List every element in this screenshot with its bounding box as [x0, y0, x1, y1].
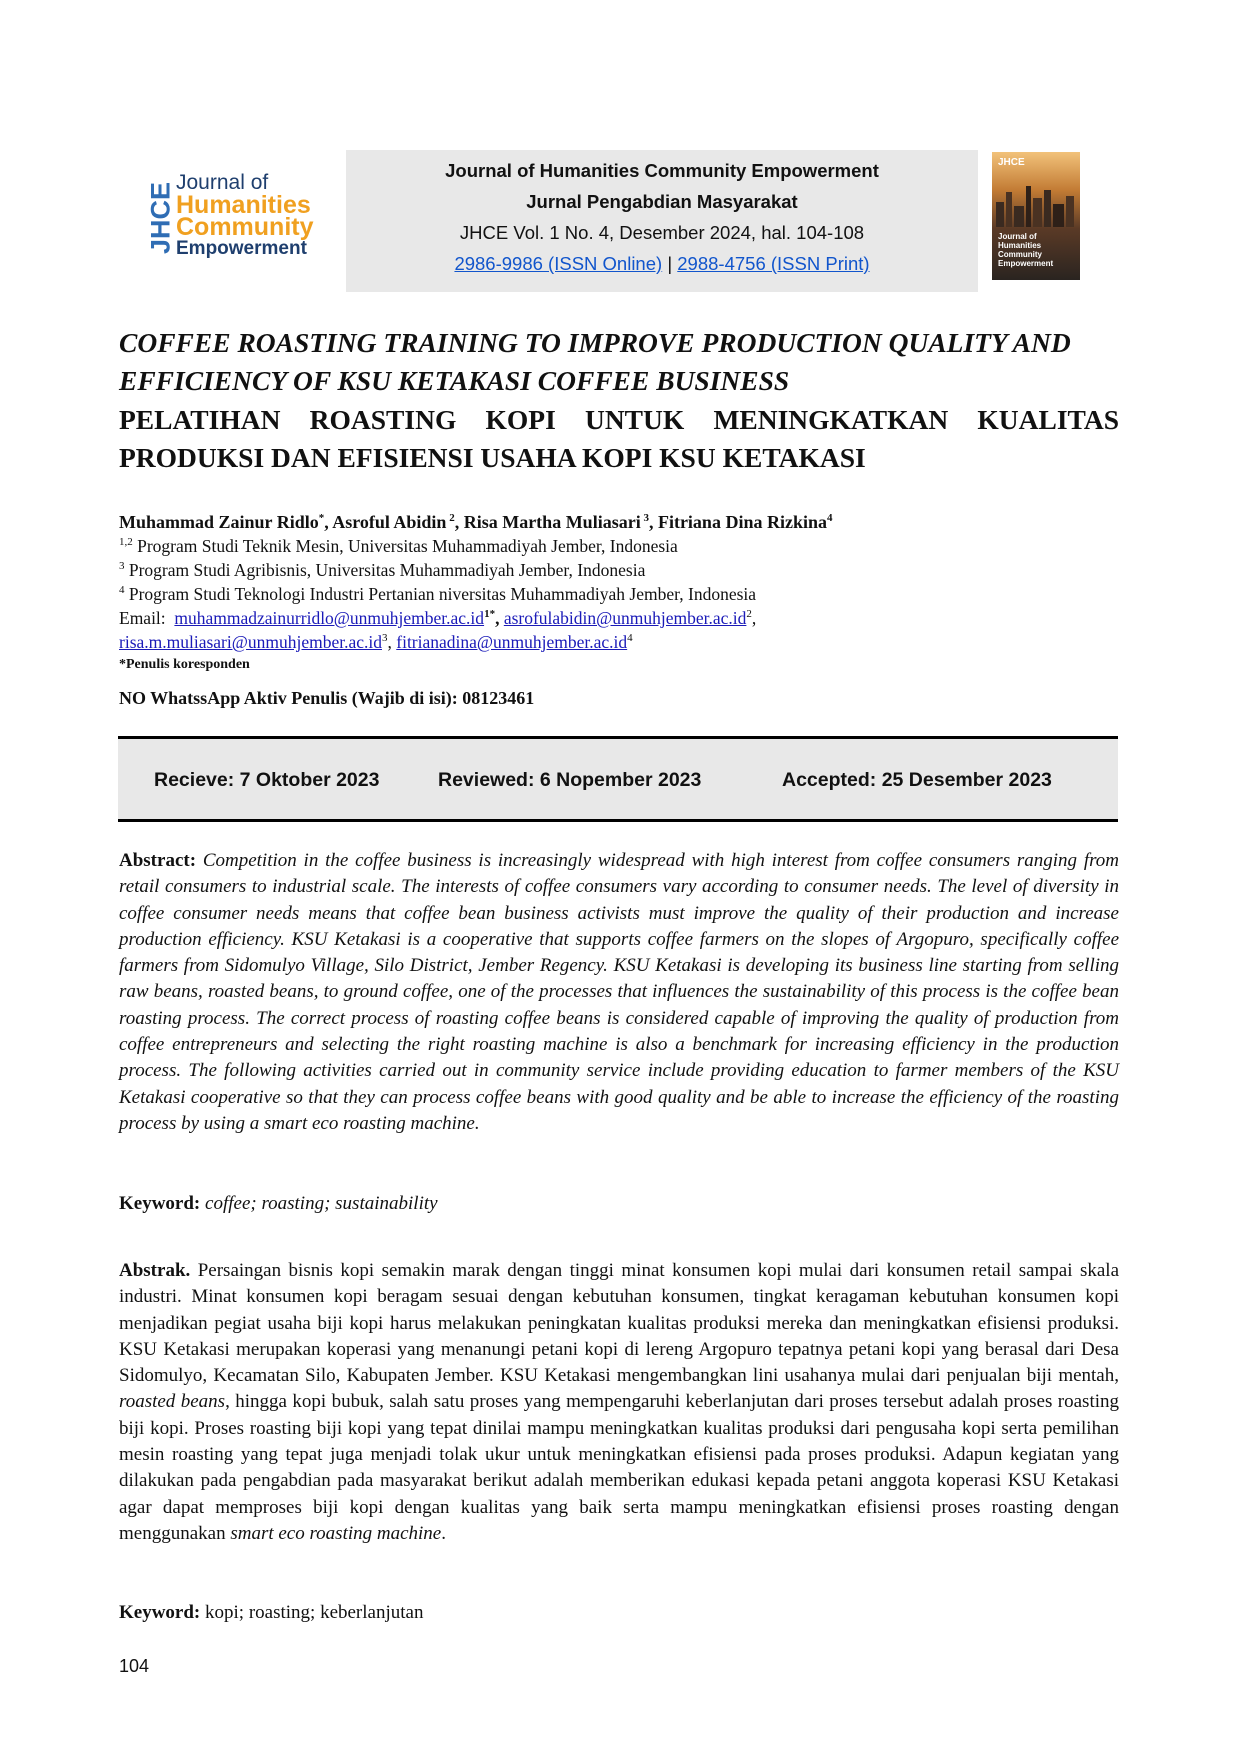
- cover-title: Journal of Humanities Community Empowerment: [998, 232, 1054, 268]
- accepted-date: Accepted: 25 Desember 2023: [782, 769, 1052, 791]
- issn-online-link[interactable]: 2986-9986 (ISSN Online): [454, 253, 663, 274]
- email-link-1[interactable]: muhammadzainurridlo@unmuhjember.ac.id: [174, 608, 485, 628]
- abstract-id: Abstrak. Persaingan bisnis kopi semakin marak dengan tinggi minat konsumen kopi mulai dari konsumen retail sampai skala industri. Minat konsumen kopi beragam sesuai dengan kebutuhan konsumen, tingkat keragaman kebutuhan konsumen kopi menjadikan pegiat usaha biji kopi harus melakukan peningkatan kualitas produksi mereka dan meningkatkan efisiensi produksi. KSU Ketakasi merupakan koperasi yang menanungi petani kopi di lereng Argopuro tepatnya petani kopi yang berasal dari Desa Sidomulyo, Kecamatan Silo, Kabupaten Jember. KSU Ketakasi mengembangkan lini usahanya mulai dari penjualan biji mentah, roasted beans, hingga kopi bubuk, salah satu proses yang mempengaruhi keberlanjutan dari proses tersebut adalah proses roasting biji kopi. Proses roasting biji kopi yang tepat dinilai mampu meningkatkan kualitas produksi dari pengusaha kopi serta pemilihan mesin roasting yang tepat juga menjadi tolak ukur untuk meningkatkan efisiensi pada proses produksi. Adapun kegiatan yang dilakukan pada pengabdian pada masyarakat berikut adalah memberikan edukasi kepada petani anggota koperasi KSU Ketakasi agar dapat memproses biji kopi dengan kualitas yang baik serta mampu meningkatkan efisiensi proses roasting dengan menggunakan smart eco roasting machine.: [119, 1260, 1120, 1544]
- abstract-en-text: Competition in the coffee business is increasingly widespread with high interest from coffee consumers ranging from retail consumers to industrial scale. The interests of coffee consumers vary according to consumer needs. The level of diversity in coffee consumer needs means that coffee bean business activists must improve the quality of their production and increase production efficiency. KSU Ketakasi is a cooperative that supports coffee farmers on the slopes of Argopuro, specifically coffee farmers from Sidomulyo Village, Silo District, Jember Regency. KSU Ketakasi is developing its business line starting from selling raw beans, roasted beans, to ground coffee, one of the processes that influences the sustainability of this process is the coffee bean roasting process. The correct process of roasting coffee beans is considered capable of improving the quality of production from coffee entrepreneurs and selecting the right roasting machine is also a benchmark for increasing efficiency in the production process. The following activities carried out in community service include providing education to farmer members of the KSU Ketakasi cooperative so that they can process coffee beans with good quality and be able to increase the efficiency of the roasting process by using a smart eco roasting machine.: [119, 850, 1120, 1134]
- received-date: Recieve: 7 Oktober 2023: [154, 769, 380, 791]
- journal-name-en: Journal of Humanities Community Empowerment: [445, 160, 879, 181]
- issn-print-link[interactable]: 2988-4756 (ISSN Print): [677, 253, 870, 274]
- keywords-id: Keyword: kopi; roasting; keberlanjutan: [119, 1602, 424, 1623]
- abstract-en-label: Abstract:: [119, 850, 197, 871]
- affiliation-2: $^3$ Program Studi Agribisnis, Universitas Muhammadiyah Jember, Indonesia: [119, 560, 646, 580]
- cover-skyline-graphic: [992, 182, 1080, 227]
- page-number: 104: [119, 1656, 150, 1676]
- paper-title-en: COFFEE ROASTING TRAINING TO IMPROVE PRODUCTION QUALITY AND EFFICIENCY OF KSU KETAKASI COFFEE BUSINESS: [119, 327, 1071, 396]
- reviewed-date: Reviewed: 6 Nopember 2023: [438, 769, 702, 791]
- keywords-en: Keyword: coffee; roasting; sustainability: [119, 1193, 438, 1214]
- logo-vertical-text: JHCE: [145, 181, 176, 255]
- email-line-1: Email: $muhammadzainurridlo@unmuhjember.ac.id^{1*}$, $asrofulabidin@unmuhjember.ac.id^2$,: [119, 608, 757, 628]
- journal-cover-image: [992, 152, 1080, 280]
- affiliation-1: $^{1,2}$ Program Studi Teknik Mesin, Universitas Muhammadiyah Jember, Indonesia: [119, 536, 678, 556]
- abstract-id-label: Abstrak.: [119, 1260, 191, 1281]
- logo-wordmark: Journal of Humanities Community Empowerment: [176, 171, 314, 259]
- abstract-en: [119, 848, 1119, 1137]
- submission-dates: [118, 736, 1118, 822]
- email-link-3[interactable]: risa.m.muliasari@unmuhjember.ac.id: [119, 632, 382, 652]
- affiliation-3: $^4$ Program Studi Teknologi Industri Pertanian niversitas Muhammadiyah Jember, Indonesia: [119, 584, 757, 604]
- journal-name-id: Jurnal Pengabdian Masyarakat: [526, 191, 798, 212]
- email-link-2[interactable]: asrofulabidin@unmuhjember.ac.id: [503, 608, 747, 628]
- author-list: Muhammad Zainur Ridlo*, Asroful Abidin $^2$, Risa Martha Muliasari $^3$, Fitriana Dina Rizkina$^4$: [119, 512, 833, 532]
- paper-title-id: PELATIHAN ROASTING KOPI UNTUK MENINGKATKAN KUALITAS PRODUKSI DAN EFISIENSI USAHA KOPI KSU KETAKASI: [119, 404, 1119, 473]
- email-line-2: $risa.m.muliasari@unmuhjember.ac.id^3$, $fitrianadina@unmuhjember.ac.id^4$: [119, 632, 633, 652]
- whatsapp-contact: NO WhatssApp Aktiv Penulis (Wajib di isi): 08123461: [119, 688, 535, 708]
- journal-header: [346, 150, 978, 292]
- journal-volume: JHCE Vol. 1 No. 4, Desember 2024, hal. 104-108: [459, 222, 865, 243]
- issn-separator: |: [667, 253, 673, 274]
- journal-logo: [145, 170, 348, 266]
- issn-line: [346, 253, 978, 275]
- corresponding-note: *Penulis koresponden: [119, 657, 250, 672]
- email-link-4[interactable]: fitrianadina@unmuhjember.ac.id: [396, 632, 628, 652]
- cover-label: JHCE: [998, 157, 1025, 168]
